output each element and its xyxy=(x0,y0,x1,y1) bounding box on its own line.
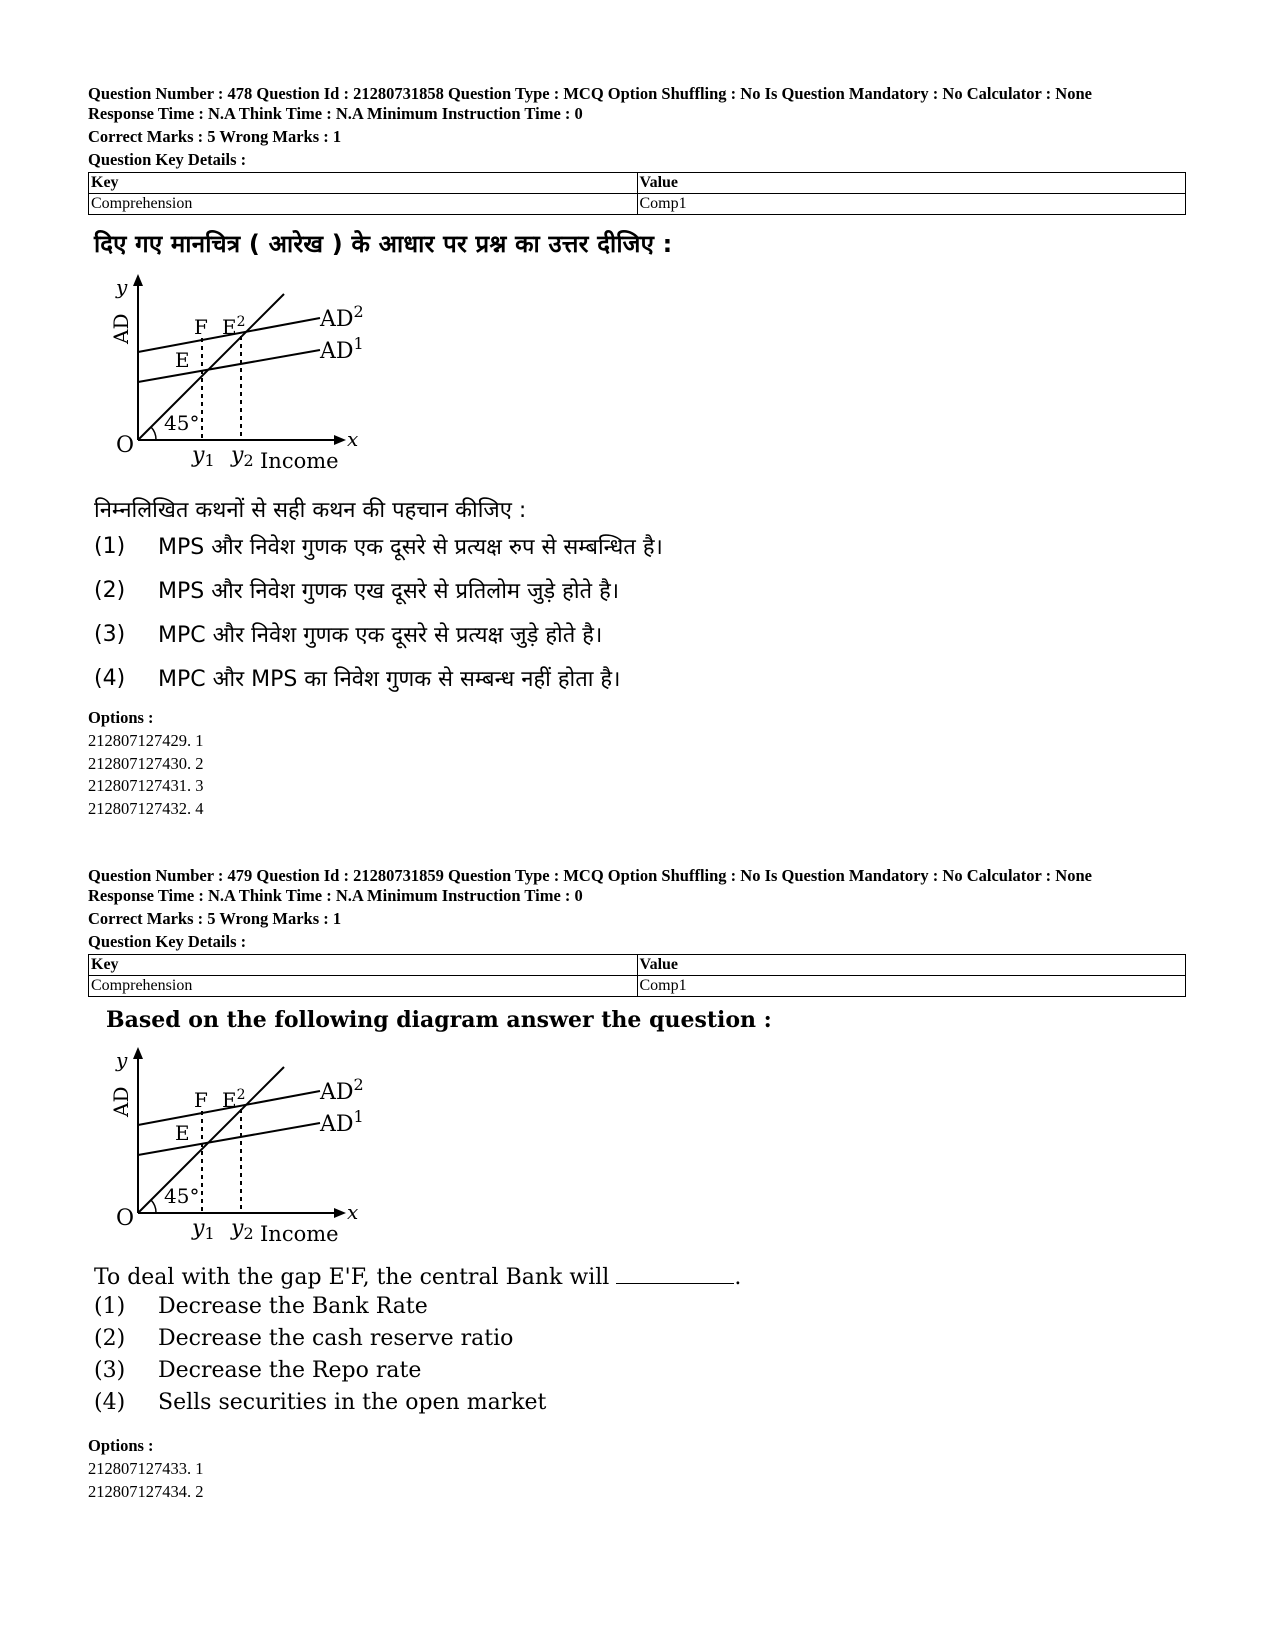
list-item: (1) MPS और निवेश गुणक एक दूसरे से प्रत्यक्ष रुप से सम्बन्धित है। xyxy=(94,533,663,560)
list-item: (1) Decrease the Bank Rate xyxy=(94,1293,428,1319)
table-cell-key: Comprehension xyxy=(89,976,638,997)
origin-label: O xyxy=(116,1206,135,1231)
table-header-key: Key xyxy=(89,955,638,976)
question-478 xyxy=(88,84,1198,820)
point-e2-label: $E^2$ xyxy=(222,1087,246,1112)
x-axis-arrow xyxy=(334,1208,346,1218)
question-meta-line1: Question Number : 479 Question Id : 21280731859 Question Type : MCQ Option Shuffling : No Is Question Mandatory : No Calculator : None xyxy=(88,866,1092,885)
y-axis-label: AD xyxy=(109,313,133,344)
y1-label: y1 xyxy=(192,1216,215,1243)
question-479 xyxy=(88,866,1198,1503)
y-axis-symbol: y xyxy=(116,1048,128,1072)
45-degree-line xyxy=(138,294,284,440)
income-ad-diagram xyxy=(98,272,378,472)
table-cell-value: Comp1 xyxy=(637,194,1186,215)
ad1-line xyxy=(138,1123,320,1155)
option-item: 212807127434. 2 xyxy=(88,1481,204,1501)
income-label: Income xyxy=(260,1222,339,1245)
option-item: 212807127433. 1 xyxy=(88,1459,204,1478)
x-axis-symbol: x xyxy=(347,427,359,451)
options-title: Options : xyxy=(88,708,154,727)
ad1-label: $AD^1$ xyxy=(320,334,364,364)
y2-label: y2 xyxy=(231,443,254,470)
table-row xyxy=(89,194,1186,215)
y-axis-label: AD xyxy=(109,1086,133,1117)
y-axis-arrow xyxy=(133,274,143,286)
question-marks: Correct Marks : 5 Wrong Marks : 1 xyxy=(88,127,342,146)
ad2-label: $AD^2$ xyxy=(320,302,364,332)
option-item: 212807127432. 4 xyxy=(88,798,204,818)
option-item: 212807127431. 3 xyxy=(88,776,204,795)
y2-label: y2 xyxy=(231,1216,254,1243)
list-item: (2) MPS और निवेश गुणक एख दूसरे से प्रतिलोम जुड़े होते है। xyxy=(94,577,620,604)
y1-label: y1 xyxy=(192,443,215,470)
point-f-label: F xyxy=(194,315,208,339)
table-header-key: Key xyxy=(89,173,638,194)
x-axis-symbol: x xyxy=(347,1200,359,1224)
options-title: Options : xyxy=(88,1436,154,1455)
option-item: 212807127430. 2 xyxy=(88,753,204,773)
key-details-table xyxy=(88,954,1186,997)
answer-blank xyxy=(616,1282,734,1284)
choice-list xyxy=(88,1290,1198,1418)
question-intro: Based on the following diagram answer the question : xyxy=(106,1007,772,1033)
question-stem-end: . xyxy=(734,1265,742,1290)
y-axis-symbol: y xyxy=(116,275,128,299)
question-stem-text: To deal with the gap E'F, the central Bank will xyxy=(94,1265,610,1290)
table-row xyxy=(89,976,1186,997)
point-e2-label: $E^2$ xyxy=(222,314,246,339)
point-e-label: E xyxy=(175,348,190,372)
angle-arc xyxy=(151,1200,156,1213)
question-meta-line1: Question Number : 478 Question Id : 21280731858 Question Type : MCQ Option Shuffling : No Is Question Mandatory : No Calculator : None xyxy=(88,84,1092,103)
key-details-title: Question Key Details : xyxy=(88,150,247,169)
question-marks: Correct Marks : 5 Wrong Marks : 1 xyxy=(88,909,342,928)
point-f-label: F xyxy=(194,1088,208,1112)
key-details-title: Question Key Details : xyxy=(88,932,247,951)
angle-arc xyxy=(151,427,156,440)
table-header-value: Value xyxy=(637,955,1186,976)
question-stem xyxy=(94,1265,1198,1290)
list-item: (3) Decrease the Repo rate xyxy=(94,1357,422,1383)
ad2-label: $AD^2$ xyxy=(320,1075,364,1105)
statement-list xyxy=(88,524,1198,700)
income-ad-diagram xyxy=(98,1045,378,1245)
angle-label: 45° xyxy=(164,411,200,435)
table-header-value: Value xyxy=(637,173,1186,194)
angle-label: 45° xyxy=(164,1184,200,1208)
x-axis-arrow xyxy=(334,435,346,445)
table-row xyxy=(89,173,1186,194)
question-meta-line2: Response Time : N.A Think Time : N.A Minimum Instruction Time : 0 xyxy=(88,886,583,905)
list-item: (3) MPC और निवेश गुणक एक दूसरे से प्रत्यक्ष जुड़े होते है। xyxy=(94,621,603,648)
list-item: (4) Sells securities in the open market xyxy=(94,1389,547,1415)
option-item: 212807127429. 1 xyxy=(88,731,204,750)
45-degree-line xyxy=(138,1067,284,1213)
ad1-label: $AD^1$ xyxy=(320,1107,364,1137)
table-cell-value: Comp1 xyxy=(637,976,1186,997)
question-intro: दिए गए मानचित्र ( आरेख ) के आधार पर प्रश्न का उत्तर दीजिए : xyxy=(94,230,673,258)
question-stem: निम्नलिखित कथनों से सही कथन की पहचान कीजिए : xyxy=(94,498,527,523)
key-details-table xyxy=(88,172,1186,215)
list-item: (4) MPC और MPS का निवेश गुणक से सम्बन्ध नहीं होता है। xyxy=(94,665,621,692)
table-cell-key: Comprehension xyxy=(89,194,638,215)
income-label: Income xyxy=(260,449,339,472)
table-row xyxy=(89,955,1186,976)
y-axis-arrow xyxy=(133,1047,143,1059)
ad1-line xyxy=(138,350,320,382)
question-meta-line2: Response Time : N.A Think Time : N.A Minimum Instruction Time : 0 xyxy=(88,104,583,123)
origin-label: O xyxy=(116,433,135,458)
list-item: (2) Decrease the cash reserve ratio xyxy=(94,1325,514,1351)
point-e-label: E xyxy=(175,1121,190,1145)
